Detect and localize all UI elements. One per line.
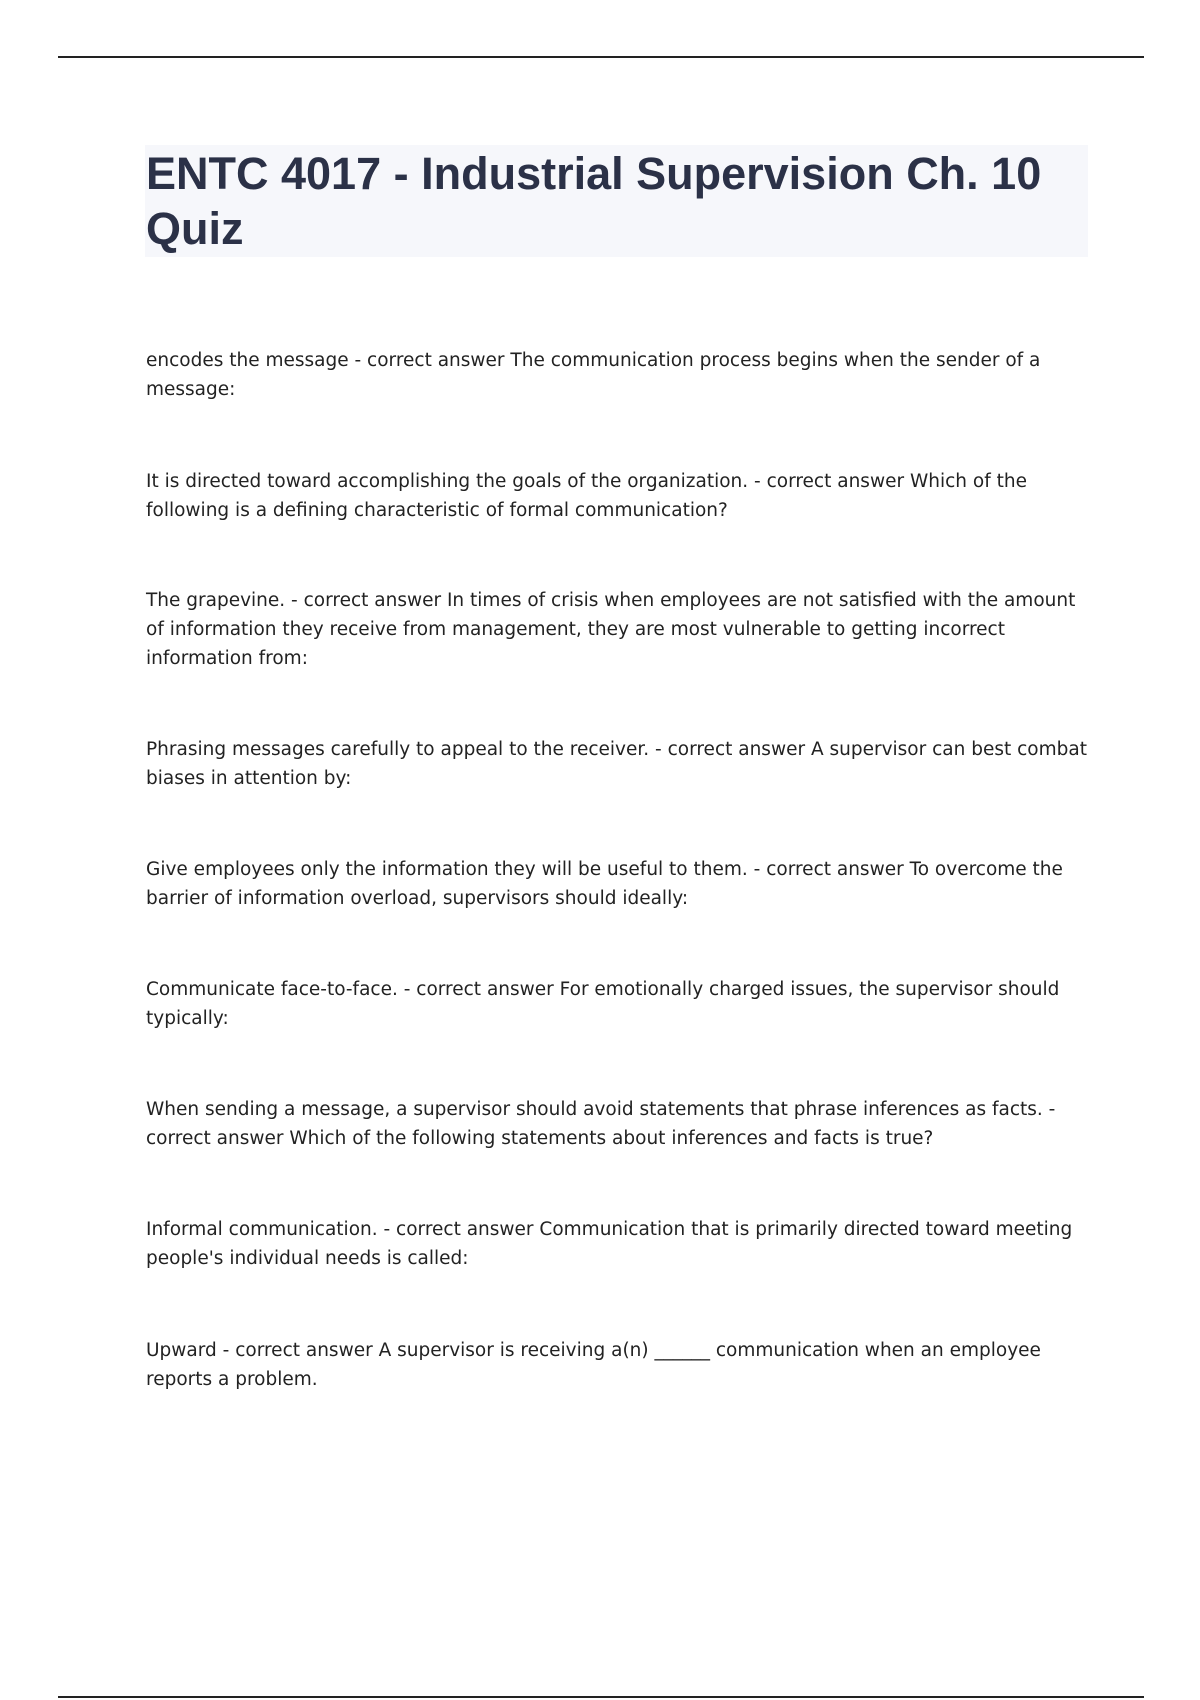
qa-item-2: It is directed toward accomplishing the goals of the organization. - correct answer Which of the following is a defining characteristic of formal communication? — [146, 471, 1027, 521]
qa-item-4: Phrasing messages carefully to appeal to the receiver. - correct answer A supervisor can best combat biases in attention by: — [146, 739, 1087, 789]
qa-item-6: Communicate face-to-face. - correct answer For emotionally charged issues, the supervisor should typically: — [146, 979, 1060, 1029]
bottom-divider — [58, 1696, 1144, 1698]
qa-item-9: Upward - correct answer A supervisor is receiving a(n) ______ communication when an employee reports a problem. — [146, 1340, 1041, 1390]
qa-item-8: Informal communication. - correct answer Communication that is primarily directed toward meeting people's individual needs is called: — [146, 1219, 1073, 1269]
qa-item-7: When sending a message, a supervisor should avoid statements that phrase inferences as facts. - correct answer Which of the following statements about inferences and facts is true? — [146, 1099, 1056, 1149]
top-divider — [58, 56, 1144, 58]
qa-item-1: encodes the message - correct answer The communication process begins when the sender of a message: — [146, 350, 1041, 400]
qa-item-3: The grapevine. - correct answer In times of crisis when employees are not satisfied with the amount of information they receive from management, they are most vulnerable to getting incorrect information from: — [146, 590, 1076, 669]
qa-item-5: Give employees only the information they will be useful to them. - correct answer To overcome the barrier of information overload, supervisors should ideally: — [146, 859, 1063, 909]
document-title: ENTC 4017 - Industrial Supervision Ch. 10 Quiz — [146, 148, 1042, 254]
